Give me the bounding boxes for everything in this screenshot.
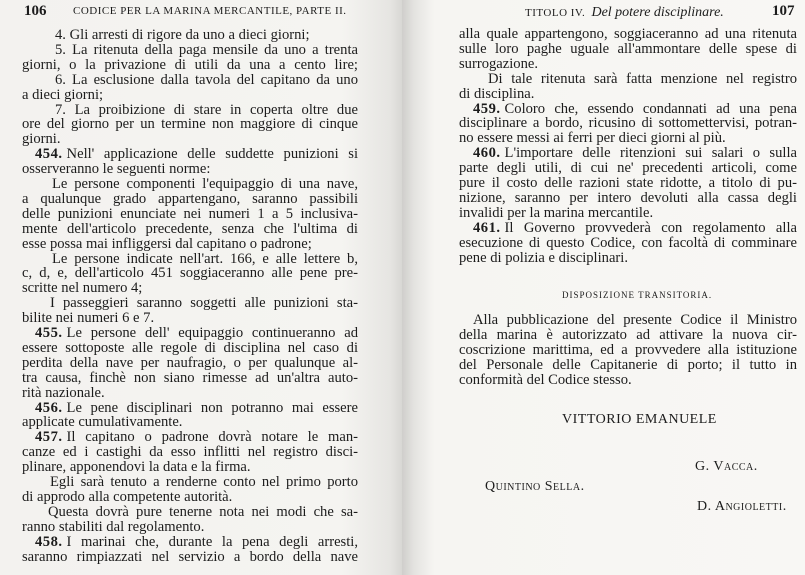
text-line bbox=[22, 192, 358, 207]
text-line bbox=[35, 326, 358, 341]
text-line bbox=[459, 161, 797, 176]
text-line bbox=[459, 206, 797, 221]
line-text: parte degli utili, di cui ne' precedenti articoli, come bbox=[459, 160, 797, 177]
page-number: 107 bbox=[772, 3, 795, 19]
line-text: coscrizione marittima, ed a provvedere alla istituzione bbox=[459, 342, 797, 358]
text-line bbox=[459, 191, 797, 206]
line-text: Le persone indicate nell'art. 166, e alle lettere b, bbox=[52, 250, 358, 267]
text-line bbox=[35, 430, 358, 445]
text-line bbox=[48, 505, 358, 520]
text-line bbox=[473, 102, 797, 117]
line-text: disciplinare a bordo, ricusino di sottomettervisi, potran- bbox=[459, 115, 797, 132]
line-text: della marina è autorizzato ad attivare la nuova cir- bbox=[459, 327, 797, 343]
running-head-title: Del potere disciplinare. bbox=[591, 5, 724, 20]
line-text: Nell' applicazione delle suddette punizioni si bbox=[66, 146, 358, 163]
line-text: di approdo alla competente autorità. bbox=[22, 488, 233, 505]
signature-vacca: G. Vacca. bbox=[695, 459, 758, 474]
text-line bbox=[22, 356, 358, 371]
line-text: surrogazione. bbox=[459, 55, 539, 72]
line-text: giorni, o la privazione di utili da una a cento lire; bbox=[22, 56, 358, 73]
line-text: canze ed i castighi da esso inflitti nel registro disci- bbox=[22, 444, 358, 461]
line-text: tra causa, finchè non siano rimesse ad un'altra auto- bbox=[22, 369, 358, 386]
text-line bbox=[52, 177, 358, 192]
signature-king: VITTORIO EMANUELE bbox=[562, 412, 717, 427]
line-text: no essere messi ai ferri per dieci giorni al più. bbox=[459, 130, 726, 147]
line-text: Le persone componenti l'equipaggio di una nave, bbox=[52, 176, 358, 192]
text-line bbox=[22, 88, 358, 103]
line-text: nizione, saranno per intero devoluti alla cassa degli bbox=[459, 189, 797, 206]
text-line bbox=[35, 147, 358, 162]
article-number: 459. bbox=[473, 100, 501, 117]
text-line bbox=[55, 103, 358, 118]
article-number: 456. bbox=[35, 399, 63, 416]
line-text: rità nazionale. bbox=[22, 384, 105, 401]
article-number: 455. bbox=[35, 325, 63, 341]
text-line bbox=[55, 73, 358, 88]
article-number: 461. bbox=[473, 219, 501, 236]
text-line bbox=[22, 222, 358, 237]
text-line bbox=[22, 266, 358, 281]
line-text: Di tale ritenuta sarà fatta menzione nel registro bbox=[488, 70, 797, 87]
running-head: CODICE PER LA MARINA MERCANTILE, PARTE II. bbox=[73, 5, 347, 17]
text-line bbox=[22, 460, 358, 475]
text-line bbox=[459, 42, 797, 57]
line-text: 5. La ritenuta della paga mensile da uno a trenta bbox=[55, 41, 358, 58]
line-text: Egli sarà tenuto a renderne conto nel primo porto bbox=[50, 474, 358, 490]
text-line bbox=[22, 237, 358, 252]
line-text: giorni. bbox=[22, 131, 61, 148]
text-line bbox=[459, 236, 797, 251]
text-line bbox=[22, 445, 358, 460]
text-line bbox=[55, 28, 358, 43]
line-text: c, d, e, dell'articolo 451 soggiaceranno alle pene pre- bbox=[22, 265, 358, 282]
line-text: ranno stabiliti dal regolamento. bbox=[22, 518, 205, 535]
text-line bbox=[473, 221, 797, 236]
line-text: saranno rimpiazzati nel servizio a bordo della nave bbox=[22, 548, 358, 565]
text-line bbox=[22, 311, 358, 326]
text-line bbox=[459, 116, 797, 131]
text-line bbox=[459, 251, 797, 266]
text-line bbox=[473, 146, 797, 161]
text-line bbox=[459, 131, 797, 146]
text-line bbox=[50, 296, 358, 311]
line-text: ore del giorno per un termine non maggiore di cinque bbox=[22, 116, 358, 133]
signature-angioletti: D. Angioletti. bbox=[697, 499, 787, 514]
text-line bbox=[488, 72, 797, 87]
line-text: esse possa mai infliggersi dal capitano o padrone; bbox=[22, 235, 312, 252]
section-heading: DISPOSIZIONE TRANSITORIA. bbox=[562, 290, 713, 300]
article-number: 454. bbox=[35, 146, 63, 163]
line-text: essere sottoposte alle regole di disciplina nel caso di bbox=[22, 339, 358, 356]
text-line bbox=[473, 313, 797, 328]
text-line bbox=[459, 343, 797, 358]
line-text: osserveranno le seguenti norme: bbox=[22, 161, 211, 178]
running-head-prefix: TITOLO IV. bbox=[525, 7, 586, 19]
line-text: sulle loro paghe uguale all'ammontare delle spese di bbox=[459, 40, 797, 57]
line-text: a qualunque grado appartengano, saranno passibili bbox=[22, 190, 358, 207]
text-line bbox=[22, 58, 358, 73]
text-line bbox=[459, 57, 797, 72]
text-line bbox=[22, 520, 358, 535]
text-line bbox=[22, 490, 358, 505]
line-text: scritte nel numero 4; bbox=[22, 280, 143, 297]
text-line bbox=[459, 328, 797, 343]
text-line bbox=[35, 535, 358, 550]
page-number: 106 bbox=[24, 3, 47, 19]
article-number: 457. bbox=[35, 429, 63, 446]
signature-sella: Quintino Sella. bbox=[485, 479, 585, 494]
line-text: Le persone dell' equipaggio continueranno ad bbox=[66, 325, 358, 341]
line-text: Le pene disciplinari non potranno mai essere bbox=[66, 399, 358, 416]
line-text: pure il costo delle razioni state ridotte, a titolo di pu- bbox=[459, 175, 797, 191]
text-line bbox=[52, 252, 358, 267]
text-line bbox=[22, 117, 358, 132]
line-text: applicate cumulativamente. bbox=[22, 414, 183, 431]
line-text: pene di polizia e disciplinari. bbox=[459, 249, 628, 266]
line-text: conformità del Codice stesso. bbox=[459, 372, 632, 388]
line-text: 4. Gli arresti di rigore da uno a dieci giorni; bbox=[55, 27, 310, 43]
line-text: Il Governo provvederà con regolamento alla bbox=[504, 219, 797, 236]
text-line bbox=[22, 207, 358, 222]
article-number: 458. bbox=[35, 533, 63, 550]
running-head bbox=[525, 5, 724, 21]
line-text: delle punizioni enunciate nei numeri 1 a 5 inclusiva- bbox=[22, 205, 358, 222]
line-text: Il capitano o padrone dovrà notare le man- bbox=[66, 429, 358, 446]
line-text: I passeggieri saranno soggetti alle punizioni sta- bbox=[50, 295, 358, 312]
text-line bbox=[22, 415, 358, 430]
text-line bbox=[459, 87, 797, 102]
line-text: mente dell'articolo precedente, senza che l'ultima di bbox=[22, 220, 358, 237]
line-text: di disciplina. bbox=[459, 85, 535, 102]
text-line bbox=[22, 371, 358, 386]
line-text: perdita della nave per naufragio, o per qualunque al- bbox=[22, 354, 358, 371]
text-line bbox=[22, 281, 358, 296]
line-text: del Personale delle Capitanerie di porto; il tutto in bbox=[459, 357, 797, 373]
text-line bbox=[55, 43, 358, 58]
line-text: Questa dovrà pure tenerne nota nei modi che sa- bbox=[48, 503, 358, 520]
line-text: Coloro che, essendo condannati ad una pena bbox=[504, 100, 797, 117]
line-text: alla quale appartengono, soggiaceranno ad una ritenuta bbox=[459, 26, 797, 42]
text-line bbox=[22, 550, 358, 565]
line-text: bilite nei numeri 6 e 7. bbox=[22, 310, 155, 327]
text-line bbox=[35, 401, 358, 416]
text-line bbox=[459, 176, 797, 191]
line-text: L'importare delle ritenzioni sui salari o sulla bbox=[504, 145, 797, 162]
line-text: I marinai che, durante la pena degli arresti, bbox=[66, 533, 358, 550]
text-line bbox=[22, 341, 358, 356]
line-text: invalidi per la marina mercantile. bbox=[459, 204, 654, 221]
text-line bbox=[22, 132, 358, 147]
text-line bbox=[459, 373, 797, 388]
article-number: 460. bbox=[473, 145, 501, 162]
text-line bbox=[50, 475, 358, 490]
right-page bbox=[402, 0, 805, 575]
text-line bbox=[22, 386, 358, 401]
line-text: 7. La proibizione di stare in coperta oltre due bbox=[55, 101, 358, 118]
line-text: a dieci giorni; bbox=[22, 86, 104, 103]
text-line bbox=[22, 162, 358, 177]
line-text: Alla pubblicazione del presente Codice il Ministro bbox=[473, 312, 797, 328]
left-page bbox=[0, 0, 402, 575]
text-line bbox=[459, 27, 797, 42]
line-text: plinare, apponendovi la data e la firma. bbox=[22, 459, 251, 476]
text-line bbox=[459, 358, 797, 373]
line-text: esecuzione di questo Codice, con facoltà di comminare bbox=[459, 234, 797, 251]
line-text: 6. La esclusione dalla tavola del capitano da uno bbox=[55, 71, 358, 88]
